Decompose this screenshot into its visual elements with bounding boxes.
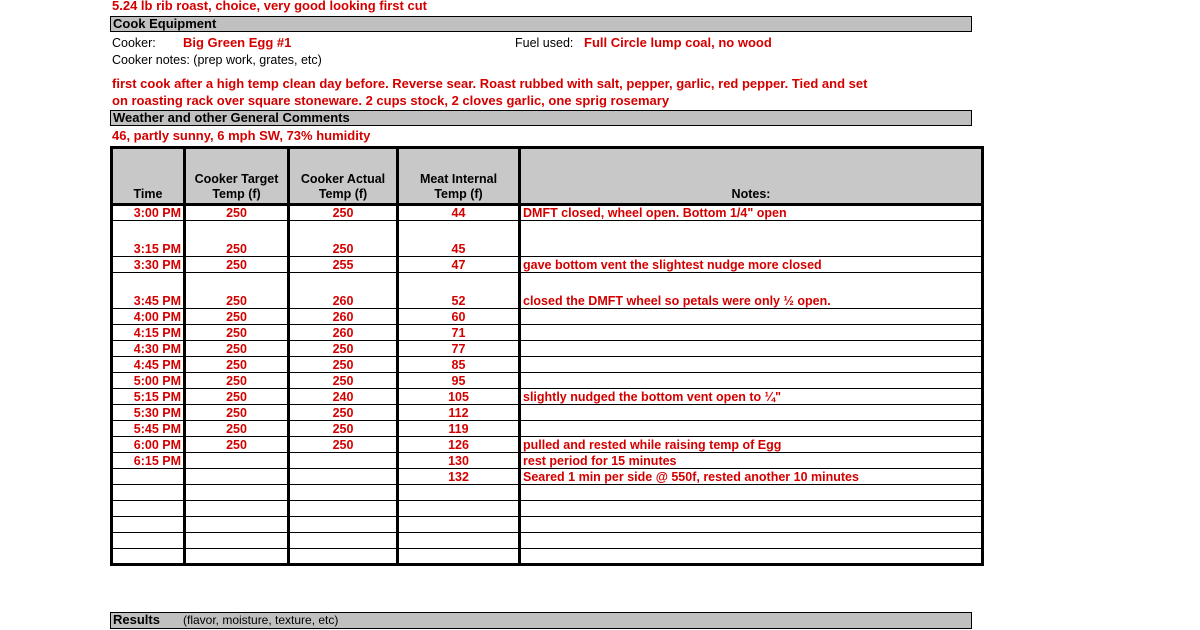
table-row [112, 453, 983, 469]
table-header-row [112, 148, 983, 205]
meat-internal-cell: 45 [398, 221, 520, 257]
time-cell [112, 501, 185, 517]
cooker-actual-cell [289, 469, 398, 485]
table-row [112, 549, 983, 565]
meat-internal-cell: 60 [398, 309, 520, 325]
table-row [112, 485, 983, 501]
cooker-actual-cell: 260 [289, 273, 398, 309]
meat-internal-cell [398, 549, 520, 565]
notes-cell [520, 517, 983, 533]
table-row [112, 533, 983, 549]
cooker-target-cell: 250 [185, 373, 289, 389]
notes-header: Notes: [520, 148, 983, 205]
cooker-target-cell [185, 549, 289, 565]
cooker-actual-cell: 250 [289, 357, 398, 373]
time-cell [112, 469, 185, 485]
time-cell [112, 533, 185, 549]
table-row [112, 373, 983, 389]
time-cell: 3:45 PM [112, 273, 185, 309]
cooker-target-cell [185, 485, 289, 501]
cooker-actual-cell: 250 [289, 341, 398, 357]
time-cell [112, 549, 185, 565]
table-row [112, 325, 983, 341]
cooker-actual-cell: 250 [289, 405, 398, 421]
notes-cell: slightly nudged the bottom vent open to ¼" [520, 389, 983, 405]
notes-cell [520, 373, 983, 389]
table-row [112, 221, 983, 257]
meat-internal-cell: 112 [398, 405, 520, 421]
cooker-target-cell: 250 [185, 437, 289, 453]
cooker-target-header: Cooker Target Temp (f) [185, 148, 289, 205]
notes-cell [520, 533, 983, 549]
table-row [112, 421, 983, 437]
cooker-actual-cell [289, 485, 398, 501]
table-row [112, 405, 983, 421]
cooker-actual-cell [289, 517, 398, 533]
meat-internal-cell: 47 [398, 257, 520, 273]
cooker-actual-cell: 250 [289, 221, 398, 257]
results-heading: Results [113, 612, 160, 627]
fuel-value: Full Circle lump coal, no wood [584, 35, 772, 50]
cooker-target-cell: 250 [185, 421, 289, 437]
notes-cell: rest period for 15 minutes [520, 453, 983, 469]
cooker-actual-cell [289, 501, 398, 517]
cooker-actual-cell [289, 533, 398, 549]
meat-internal-cell: 126 [398, 437, 520, 453]
meat-internal-cell: 77 [398, 341, 520, 357]
cooker-notes-line-1: first cook after a high temp clean day before. Reverse sear. Roast rubbed with salt, pepper, garlic, red pepper. Tied and set [112, 76, 868, 91]
cooker-actual-cell: 260 [289, 309, 398, 325]
time-cell: 4:00 PM [112, 309, 185, 325]
cook-log-table [110, 146, 984, 566]
cooker-target-cell: 250 [185, 357, 289, 373]
time-cell: 5:30 PM [112, 405, 185, 421]
time-cell: 5:45 PM [112, 421, 185, 437]
cooker-actual-cell: 250 [289, 205, 398, 221]
time-cell: 4:30 PM [112, 341, 185, 357]
cooker-target-cell: 250 [185, 405, 289, 421]
cooker-actual-cell: 250 [289, 437, 398, 453]
notes-cell [520, 325, 983, 341]
cook-equipment-section-bar [110, 16, 972, 32]
table-row [112, 273, 983, 309]
table-row [112, 501, 983, 517]
cooker-target-cell: 250 [185, 309, 289, 325]
time-cell: 6:00 PM [112, 437, 185, 453]
notes-cell [520, 357, 983, 373]
notes-cell: pulled and rested while raising temp of Egg [520, 437, 983, 453]
cooker-value: Big Green Egg #1 [183, 35, 292, 50]
table-row [112, 205, 983, 221]
cooker-target-cell [185, 533, 289, 549]
notes-cell: DMFT closed, wheel open. Bottom 1/4" open [520, 205, 983, 221]
time-cell: 3:30 PM [112, 257, 185, 273]
meat-internal-cell: 132 [398, 469, 520, 485]
notes-cell [520, 309, 983, 325]
time-cell: 4:15 PM [112, 325, 185, 341]
time-cell: 4:45 PM [112, 357, 185, 373]
cooker-actual-cell: 250 [289, 421, 398, 437]
cooker-label: Cooker: [112, 36, 156, 50]
notes-cell [520, 405, 983, 421]
cooker-target-cell: 250 [185, 341, 289, 357]
cooker-target-cell [185, 469, 289, 485]
cooker-target-cell: 250 [185, 221, 289, 257]
meat-internal-cell: 130 [398, 453, 520, 469]
results-section-bar [110, 612, 972, 629]
notes-cell [520, 485, 983, 501]
cooker-actual-cell: 240 [289, 389, 398, 405]
cooker-target-cell: 250 [185, 273, 289, 309]
meat-internal-cell: 71 [398, 325, 520, 341]
fuel-label: Fuel used: [515, 36, 574, 50]
time-cell: 3:15 PM [112, 221, 185, 257]
time-header: Time [112, 148, 185, 205]
notes-cell [520, 341, 983, 357]
time-cell: 6:15 PM [112, 453, 185, 469]
table-row [112, 257, 983, 273]
cooker-actual-cell [289, 453, 398, 469]
meat-internal-cell [398, 485, 520, 501]
meat-internal-header: Meat Internal Temp (f) [398, 148, 520, 205]
table-row [112, 437, 983, 453]
cooker-target-cell: 250 [185, 257, 289, 273]
notes-cell [520, 421, 983, 437]
weather-heading: Weather and other General Comments [113, 110, 350, 125]
table-row [112, 341, 983, 357]
time-cell: 5:00 PM [112, 373, 185, 389]
table-row [112, 357, 983, 373]
notes-cell [520, 221, 983, 257]
time-cell: 5:15 PM [112, 389, 185, 405]
meat-internal-cell: 85 [398, 357, 520, 373]
cooker-actual-header: Cooker Actual Temp (f) [289, 148, 398, 205]
table-row [112, 469, 983, 485]
notes-cell [520, 549, 983, 565]
time-cell: 3:00 PM [112, 205, 185, 221]
time-cell [112, 517, 185, 533]
cooker-actual-cell: 250 [289, 373, 398, 389]
cook-equipment-heading: Cook Equipment [113, 16, 217, 31]
meat-internal-cell: 105 [398, 389, 520, 405]
results-hint: (flavor, moisture, texture, etc) [183, 613, 339, 627]
cooker-target-cell: 250 [185, 325, 289, 341]
notes-cell: gave bottom vent the slightest nudge more closed [520, 257, 983, 273]
meat-internal-cell [398, 501, 520, 517]
meat-internal-cell [398, 533, 520, 549]
table-row [112, 517, 983, 533]
notes-cell: closed the DMFT wheel so petals were only ½ open. [520, 273, 983, 309]
cooker-notes-line-2: on roasting rack over square stoneware. 2 cups stock, 2 cloves garlic, one sprig rosemary [112, 93, 670, 108]
cooker-target-cell [185, 453, 289, 469]
meat-internal-cell: 119 [398, 421, 520, 437]
meat-internal-cell: 52 [398, 273, 520, 309]
table-row [112, 309, 983, 325]
notes-cell [520, 501, 983, 517]
meat-internal-cell: 95 [398, 373, 520, 389]
cooker-target-cell [185, 517, 289, 533]
cooker-actual-cell: 260 [289, 325, 398, 341]
cooker-target-cell: 250 [185, 205, 289, 221]
weather-value: 46, partly sunny, 6 mph SW, 73% humidity [112, 128, 371, 143]
notes-cell: Seared 1 min per side @ 550f, rested another 10 minutes [520, 469, 983, 485]
page-title: 5.24 lb rib roast, choice, very good looking first cut [112, 0, 427, 13]
weather-section-bar [110, 110, 972, 126]
cooker-actual-cell: 255 [289, 257, 398, 273]
cooker-notes-label: Cooker notes: (prep work, grates, etc) [112, 53, 322, 67]
meat-internal-cell: 44 [398, 205, 520, 221]
table-row [112, 389, 983, 405]
cooker-target-cell: 250 [185, 389, 289, 405]
time-cell [112, 485, 185, 501]
cooker-actual-cell [289, 549, 398, 565]
cooker-target-cell [185, 501, 289, 517]
meat-internal-cell [398, 517, 520, 533]
